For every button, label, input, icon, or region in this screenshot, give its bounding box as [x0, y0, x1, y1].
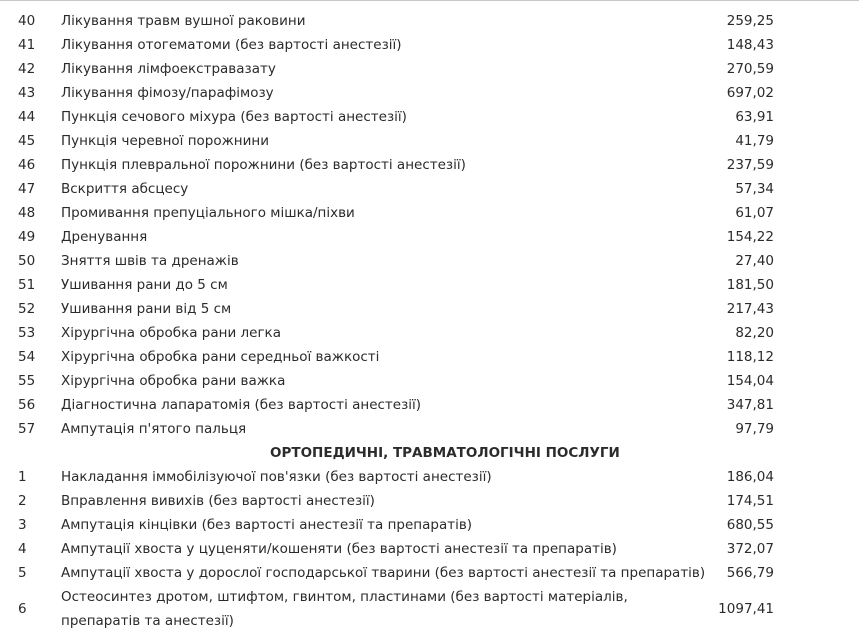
service-price: 697,02 — [726, 85, 774, 101]
row-number: 4 — [18, 541, 27, 557]
service-name: Ампутації хвоста у дорослої господарської тварини (без вартості анестезії та препаратів) — [61, 565, 706, 581]
service-price: 41,79 — [735, 133, 774, 149]
service-price: 154,04 — [726, 373, 774, 389]
service-name: Лікування травм вушної раковини — [61, 13, 306, 29]
row-number: 53 — [18, 325, 36, 341]
row-number: 45 — [18, 133, 36, 149]
table-row — [0, 153, 859, 177]
top-divider — [0, 0, 859, 1]
service-name: Пункція плевральної порожнини (без вартості анестезії) — [61, 157, 466, 173]
table-row — [0, 225, 859, 249]
row-number: 55 — [18, 373, 36, 389]
service-name: Пункція сечового міхура (без вартості анестезії) — [61, 109, 407, 125]
table-row — [0, 81, 859, 105]
service-name: Хірургічна обробка рани легка — [61, 325, 281, 341]
service-name: Хірургічна обробка рани середньої важкості — [61, 349, 380, 365]
service-price: 154,22 — [726, 229, 774, 245]
row-number: 43 — [18, 85, 36, 101]
service-name: Діагностична лапаратомія (без вартості анестезії) — [61, 397, 422, 413]
service-price: 680,55 — [726, 517, 774, 533]
row-number: 44 — [18, 109, 36, 125]
table-row — [0, 177, 859, 201]
row-number: 42 — [18, 61, 36, 77]
row-number: 50 — [18, 253, 36, 269]
table-row — [0, 513, 859, 537]
row-number: 57 — [18, 421, 36, 437]
table-row — [0, 273, 859, 297]
row-number: 46 — [18, 157, 36, 173]
row-number: 54 — [18, 349, 36, 365]
table-row — [0, 345, 859, 369]
service-name: Зняття швів та дренажів — [61, 253, 239, 269]
service-name: Ушивання рани від 5 см — [61, 301, 232, 317]
row-number: 6 — [18, 601, 27, 617]
service-price: 27,40 — [735, 253, 774, 269]
service-name: Дренування — [61, 229, 148, 245]
service-price: 1097,41 — [718, 601, 774, 617]
row-number: 48 — [18, 205, 36, 221]
row-number: 41 — [18, 37, 36, 53]
service-name: Промивання препуціального мішка/піхви — [61, 205, 355, 221]
service-price: 118,12 — [726, 349, 774, 365]
service-name: Ушивання рани до 5 см — [61, 277, 228, 293]
service-name: Лікування отогематоми (без вартості анестезії) — [61, 37, 402, 53]
service-price: 61,07 — [735, 205, 774, 221]
row-number: 49 — [18, 229, 36, 245]
service-name: Накладання іммобілізуючої пов'язки (без вартості анестезії) — [61, 469, 492, 485]
table-row — [0, 561, 859, 585]
service-name: Ампутації хвоста у цуценяти/кошеняти (без вартості анестезії та препаратів) — [61, 541, 617, 557]
service-price: 97,79 — [735, 421, 774, 437]
table-row — [0, 57, 859, 81]
table-row — [0, 369, 859, 393]
row-number: 56 — [18, 397, 36, 413]
service-price: 148,43 — [726, 37, 774, 53]
service-price: 63,91 — [735, 109, 774, 125]
service-price: 237,59 — [726, 157, 774, 173]
table-row — [0, 393, 859, 417]
price-table — [0, 9, 859, 633]
table-row — [0, 585, 859, 633]
service-price: 372,07 — [726, 541, 774, 557]
table-row — [0, 465, 859, 489]
section-heading-row — [0, 441, 859, 465]
row-number: 3 — [18, 517, 27, 533]
row-number: 1 — [18, 469, 27, 485]
service-name: Ампутація кінцівки (без вартості анестезії та препаратів) — [61, 517, 473, 533]
table-row — [0, 537, 859, 561]
row-number: 52 — [18, 301, 36, 317]
table-row — [0, 201, 859, 225]
service-price: 270,59 — [726, 61, 774, 77]
service-name: Пункція черевної порожнини — [61, 133, 269, 149]
service-name: Вправлення вивихів (без вартості анестезії) — [61, 493, 375, 509]
service-price: 186,04 — [726, 469, 774, 485]
service-price: 347,81 — [726, 397, 774, 413]
service-price: 217,43 — [726, 301, 774, 317]
row-number: 2 — [18, 493, 27, 509]
service-price: 174,51 — [726, 493, 774, 509]
service-price: 259,25 — [726, 13, 774, 29]
table-row — [0, 249, 859, 273]
service-name: Ампутація п'ятого пальця — [61, 421, 247, 437]
service-name: Вскриття абсцесу — [61, 181, 189, 197]
table-row — [0, 9, 859, 33]
table-row — [0, 105, 859, 129]
section-title: ОРТОПЕДИЧНІ, ТРАВМАТОЛОГІЧНІ ПОСЛУГИ — [270, 445, 620, 461]
row-number: 51 — [18, 277, 36, 293]
service-price: 181,50 — [726, 277, 774, 293]
table-row — [0, 297, 859, 321]
service-price: 82,20 — [735, 325, 774, 341]
row-number: 40 — [18, 13, 36, 29]
row-number: 5 — [18, 565, 27, 581]
table-row — [0, 417, 859, 441]
service-name: Лікування лімфоекстравазату — [61, 61, 276, 77]
table-row — [0, 129, 859, 153]
table-row — [0, 33, 859, 57]
service-name: Лікування фімозу/парафімозу — [61, 85, 274, 101]
service-price: 57,34 — [735, 181, 774, 197]
service-name: Остеосинтез дротом, штифтом, гвинтом, пластинами (без вартості матеріалів, препаратів та анестезії) — [61, 589, 628, 629]
table-row — [0, 321, 859, 345]
service-price: 566,79 — [726, 565, 774, 581]
table-row — [0, 489, 859, 513]
service-name: Хірургічна обробка рани важка — [61, 373, 286, 389]
row-number: 47 — [18, 181, 36, 197]
